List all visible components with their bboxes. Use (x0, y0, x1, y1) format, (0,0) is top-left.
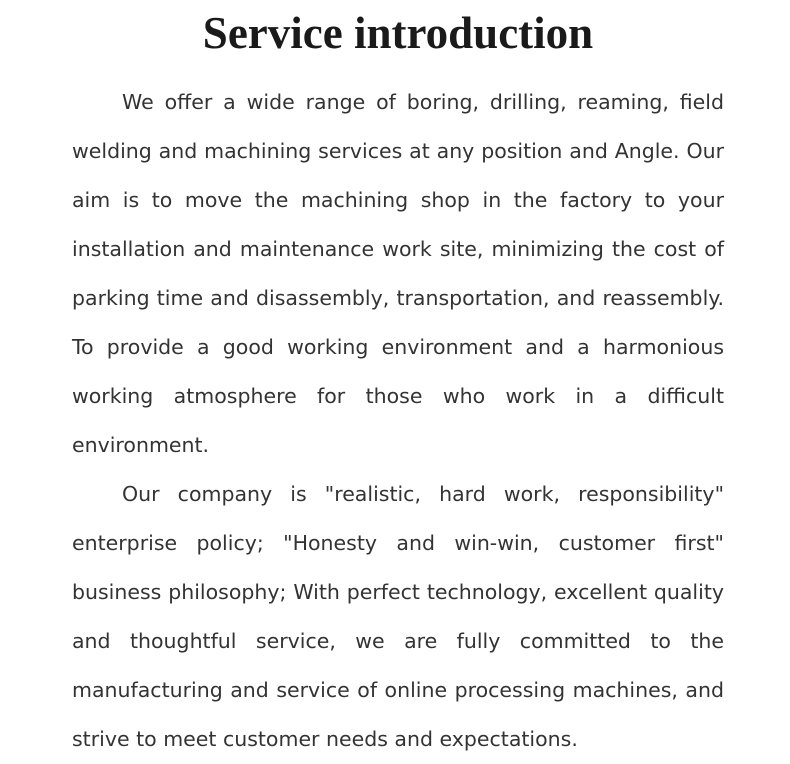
paragraph-1: We offer a wide range of boring, drilling, reaming, field welding and machining services at any position and Angle. Our aim is to move the machining shop in the factory to your installation and maintenance work site, minimizing the cost of parking time and disassembly, transportation, and reassembly. To provide a good working environment and a harmonious working atmosphere for those who work in a difficult environment. (72, 90, 724, 457)
paragraph-2: Our company is "realistic, hard work, responsibility" enterprise policy; "Honesty and win-win, customer first" business philosophy; With perfect technology, excellent quality and thoughtful service, we are fully committed to the manufacturing and service of online processing machines, and strive to meet customer needs and expectations. (72, 482, 724, 751)
page-title: Service introduction (202, 8, 594, 58)
document-body (72, 78, 724, 764)
